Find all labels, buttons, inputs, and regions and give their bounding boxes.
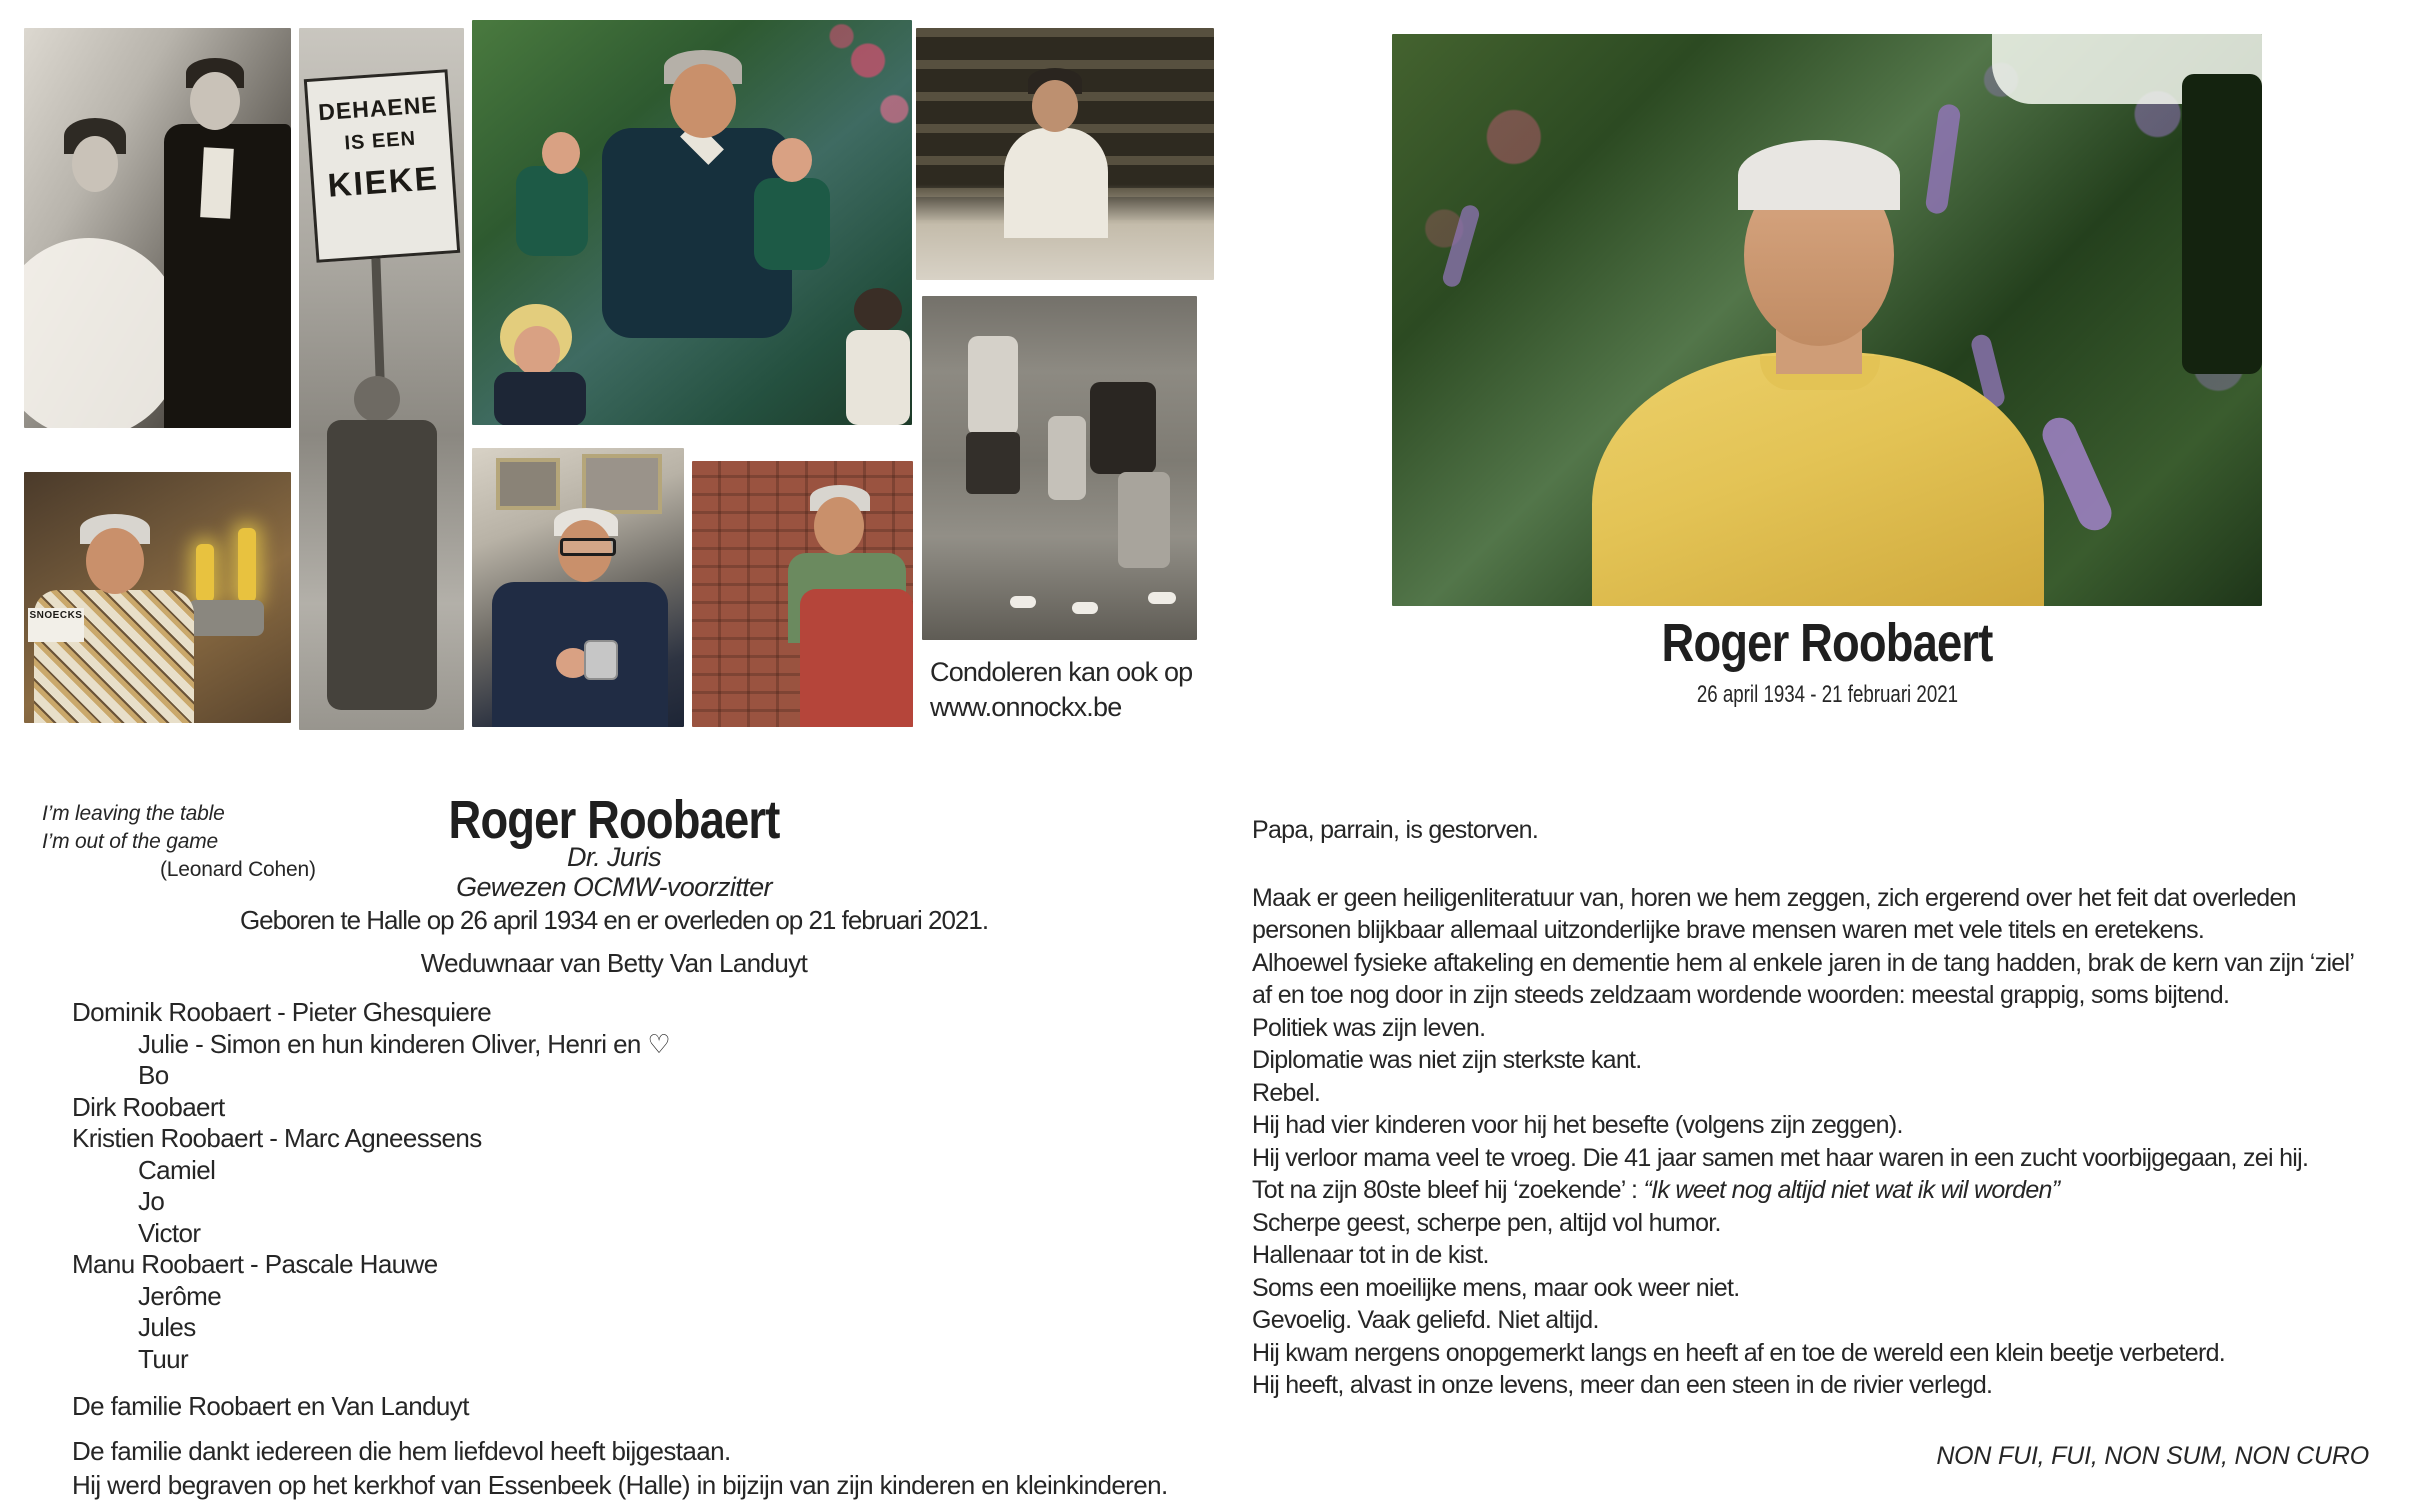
garden-man-trousers-shape — [1118, 472, 1170, 568]
family-member: Jo — [138, 1186, 165, 1216]
eulogy-line: Hij had vier kinderen voor hij het besefte (volgens zijn zeggen). — [1252, 1111, 1903, 1139]
portrait-photo — [1392, 34, 2262, 606]
baby-right-face-shape — [772, 138, 812, 182]
glasses-icon — [560, 538, 616, 556]
right-page-title: Roger Roobaert — [1661, 613, 1993, 673]
eulogy-line — [1252, 847, 2354, 882]
family-signature: De familie Roobaert en Van Landuyt — [72, 1391, 469, 1421]
former-role-line: Gewezen OCMW-voorzitter — [456, 872, 772, 902]
eulogy-line: personen blijkbaar allemaal uitzonderlijke brave mensen waren met vele titels en eretekens. — [1252, 916, 2205, 944]
eulogy-line: Hij kwam nergens onopgemerkt langs en heeft af en toe de wereld een klein beetje verbeterd. — [1252, 1338, 2226, 1367]
degree-line: Dr. Juris — [566, 842, 662, 872]
book-spine-text: SNOECKS — [29, 610, 83, 621]
coffee-mug-photo — [472, 448, 684, 727]
conifer-shape — [2182, 74, 2262, 374]
protest-sign-line3: KIEKE — [326, 159, 440, 204]
protest-sign — [304, 69, 460, 263]
condolence-line1: Condoleren kan ook op — [930, 657, 1193, 687]
marcher-head-shape — [354, 376, 400, 422]
garden-shoe-shape — [1072, 602, 1098, 614]
eulogy-quote-italic: “Ik weet nog altijd niet wat ik wil worden” — [1643, 1176, 2060, 1204]
latin-motto: NON FUI, FUI, NON SUM, NON CURO — [1936, 1442, 2369, 1470]
desk-man-shirt-shape — [1004, 128, 1108, 238]
condolence-note — [930, 655, 1192, 725]
eulogy-line: Hallenaar tot in de kist. — [1252, 1241, 1489, 1269]
eulogy-line: af en toe nog door in zijn steeds zeldzaam wordende woorden: meestal grappig, soms bijtend. — [1252, 981, 2230, 1009]
family-member: Dirk Roobaert — [72, 1091, 225, 1122]
baby-left-body-shape — [516, 166, 588, 256]
candle-icon — [238, 528, 256, 602]
eulogy-line: Gevoelig. Vaak geliefd. Niet altijd. — [1252, 1306, 1599, 1334]
candle-holder-shape — [188, 600, 264, 636]
wall-frame-shape — [496, 458, 560, 510]
quote-line2: I’m out of the game — [42, 830, 218, 853]
family-in-garden-photo — [922, 296, 1197, 640]
yellow-shirt-shape — [1592, 352, 2044, 606]
eulogy-line: Hij heeft, alvast in onze levens, meer dan een steen in de rivier verlegd. — [1252, 1371, 1993, 1399]
quote-attribution: (Leonard Cohen) — [160, 858, 316, 881]
blonde-girl-body-shape — [494, 372, 586, 425]
eulogy-line: Diplomatie was niet zijn sterkste kant. — [1252, 1046, 1642, 1074]
family-member: Victor — [138, 1217, 201, 1248]
marcher-body-shape — [327, 420, 437, 710]
eulogy-line: Maak er geen heiligenliteratuur van, horen we hem zeggen, zich ergerend over het feit dat overleden — [1252, 883, 2296, 912]
eulogy-line: Tot na zijn 80ste bleef hij ‘zoekende’ : “Ik weet nog altijd niet wat ik wil worden” — [1252, 1176, 2060, 1204]
eulogy-text — [1252, 814, 2354, 1402]
candle-icon — [196, 544, 214, 602]
garden-girl-shape — [1048, 416, 1086, 500]
burial-line: Hij werd begraven op het kerkhof van Essenbeek (Halle) in bijzijn van zijn kinderen en kleinkinderen. — [72, 1470, 1168, 1500]
family-member: Julie - Simon en hun kinderen Oliver, Henri en ♡ — [138, 1028, 671, 1059]
grandfather-face-shape — [670, 64, 736, 138]
apron-man-face-shape — [814, 497, 864, 555]
quote-line1: I’m leaving the table — [42, 802, 225, 825]
book-spine-label — [28, 608, 84, 642]
family-member: Bo — [138, 1060, 169, 1090]
protest-sign-line1: DEHAENE — [317, 91, 439, 126]
eulogy-line: Rebel. — [1252, 1078, 1321, 1107]
family-member: Kristien Roobaert - Marc Agneessens — [72, 1123, 482, 1153]
baby-left-face-shape — [542, 132, 580, 174]
thanks-line1: De familie dankt iedereen die hem liefdevol heeft bijgestaan. — [72, 1436, 731, 1466]
garden-shoe-shape — [1148, 592, 1176, 604]
protest-sign-line2: IS EEN — [343, 127, 417, 155]
garden-woman-blouse-shape — [968, 336, 1018, 436]
garden-man-shirt-shape — [1090, 382, 1156, 474]
left-page-title: Roger Roobaert — [448, 790, 780, 850]
groom-face-shape — [190, 72, 240, 130]
family-list — [72, 997, 670, 1375]
family-member: Tuur — [138, 1343, 189, 1374]
life-dates: 26 april 1934 - 21 februari 2021 — [1696, 681, 1958, 708]
buddleia-flower-shape — [2037, 412, 2117, 535]
family-member: Camiel — [138, 1154, 216, 1185]
eulogy-line: Papa, parrain, is gestorven. — [1252, 816, 1539, 844]
man-at-desk-photo — [916, 28, 1214, 280]
grandfather-with-twins-photo — [472, 20, 912, 425]
dark-haired-child-hair-shape — [854, 288, 902, 332]
plaid-shirt-candles-photo — [24, 472, 291, 723]
metal-mug-shape — [584, 640, 618, 680]
groom-shirt-shape — [200, 147, 234, 218]
plaid-man-face-shape — [86, 528, 144, 594]
family-member: Dominik Roobaert - Pieter Ghesquiere — [72, 997, 492, 1027]
eulogy-line: Soms een moeilijke mens, maar ook weer niet. — [1252, 1273, 1740, 1302]
family-member: Jerôme — [138, 1280, 222, 1311]
garden-woman-skirt-shape — [966, 432, 1020, 494]
dark-haired-child-body-shape — [846, 330, 910, 425]
thanks-block — [72, 1434, 1168, 1502]
family-member: Manu Roobaert - Pascale Hauwe — [72, 1249, 438, 1279]
bridal-veil-shape — [24, 238, 184, 428]
birth-death-line: Geboren te Halle op 26 april 1934 en er overleden op 21 februari 2021. — [239, 905, 989, 935]
bride-face-shape — [72, 136, 118, 192]
eulogy-line: Hij verloor mama veel te vroeg. Die 41 jaar samen met haar waren in een zucht voorbijgegaan, zei hij. — [1252, 1143, 2309, 1172]
condolence-url: www.onnockx.be — [930, 692, 1122, 722]
widower-line: Weduwnaar van Betty Van Landuyt — [420, 948, 808, 978]
red-apron-shape — [800, 589, 913, 727]
red-apron-photo — [692, 461, 913, 727]
eulogy-line: Politiek was zijn leven. — [1252, 1013, 1486, 1042]
baby-right-body-shape — [754, 178, 830, 270]
family-member: Jules — [138, 1312, 196, 1342]
desk-man-face-shape — [1032, 80, 1078, 132]
eulogy-line: Alhoewel fysieke aftakeling en dementie hem al enkele jaren in de tang hadden, brak de kern van zijn ‘ziel’ — [1252, 948, 2355, 977]
wedding-photo — [24, 28, 291, 428]
buddleia-flower-shape — [1441, 203, 1481, 289]
protest-march-photo — [299, 28, 464, 730]
garden-shoe-shape — [1010, 596, 1036, 608]
blonde-girl-face-shape — [514, 326, 560, 376]
wall-frame-shape — [582, 454, 662, 514]
buddleia-flower-shape — [1924, 103, 1961, 215]
white-hair-shape — [1738, 140, 1900, 210]
eulogy-line: Scherpe geest, scherpe pen, altijd vol humor. — [1252, 1208, 1721, 1237]
